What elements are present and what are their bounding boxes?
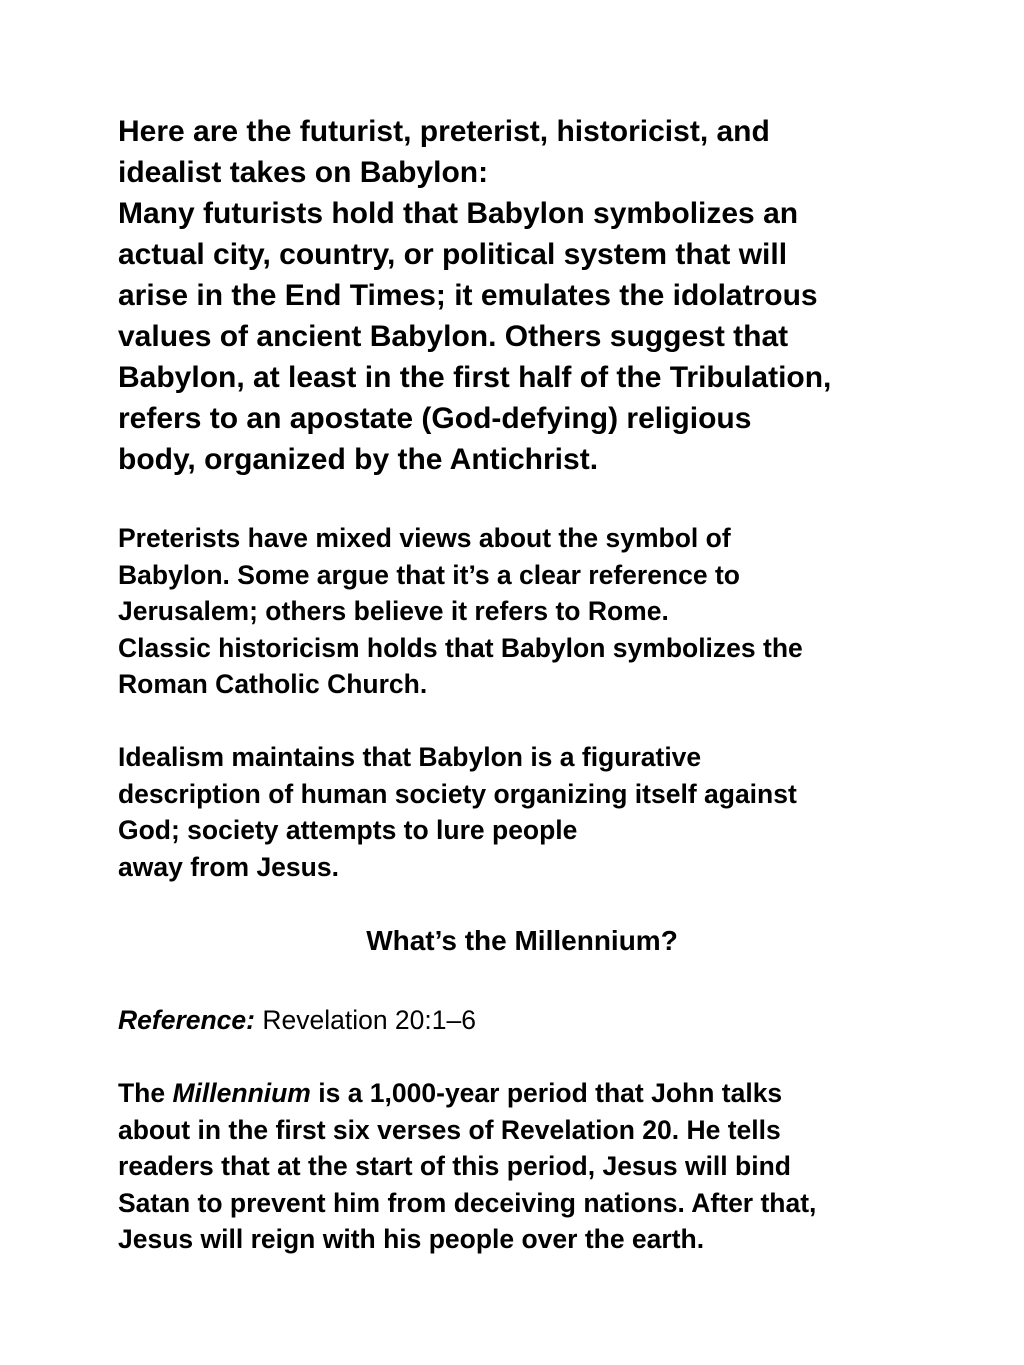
text-line: Roman Catholic Church. [118, 669, 428, 699]
text-line: God; society attempts to lure people [118, 815, 578, 845]
text-line: Jerusalem; others believe it refers to Rome. [118, 596, 669, 626]
text-line: Satan to prevent him from deceiving nations. After that, [118, 1187, 817, 1218]
text-line: Many futurists hold that Babylon symbolizes an [118, 197, 799, 230]
millennium-term: Millennium [172, 1078, 311, 1108]
section-heading: What’s the Millennium? [366, 925, 678, 956]
intro-paragraph [118, 111, 831, 480]
text-line: actual city, country, or political system that will [118, 238, 788, 271]
millennium-paragraph [118, 1075, 816, 1258]
text-line: Babylon. Some argue that it’s a clear reference to [118, 559, 740, 590]
text-line: Idealism maintains that Babylon is a figurative [118, 742, 702, 772]
text-line: arise in the End Times; it emulates the idolatrous [118, 279, 818, 312]
text-line: Classic historicism holds that Babylon symbolizes the [118, 632, 803, 663]
text-line: values of ancient Babylon. Others suggest that [118, 320, 789, 353]
text-line: Jesus will reign with his people over the earth. [118, 1224, 705, 1254]
text-line: away from Jesus. [118, 851, 339, 882]
text-line: about in the first six verses of Revelation 20. He tells [118, 1114, 781, 1145]
text-line-first [118, 1075, 816, 1112]
idealism-paragraph [118, 739, 797, 885]
text-line: readers that at the start of this period, Jesus will bind [118, 1151, 791, 1181]
reference-line [118, 1002, 476, 1039]
reference-label: Reference: [118, 1005, 255, 1035]
reference-wrapper [118, 1002, 476, 1039]
text-line: description of human society organizing itself against [118, 778, 797, 809]
text-line: body, organized by the Antichrist. [118, 443, 599, 476]
text-fragment: The [118, 1078, 173, 1108]
text-line: refers to an apostate (God-defying) religious [118, 402, 752, 435]
reference-text: Revelation 20:1–6 [254, 1005, 476, 1035]
text-fragment: is a 1,000-year period that John talks [310, 1078, 783, 1108]
text-line: Here are the futurist, preterist, historicist, and [118, 115, 770, 148]
text-line: Babylon, at least in the first half of the Tribulation, [118, 361, 832, 394]
preterist-paragraph [118, 520, 803, 703]
text-line: idealist takes on Babylon: [118, 156, 489, 189]
text-line: Preterists have mixed views about the symbol of [118, 523, 731, 553]
